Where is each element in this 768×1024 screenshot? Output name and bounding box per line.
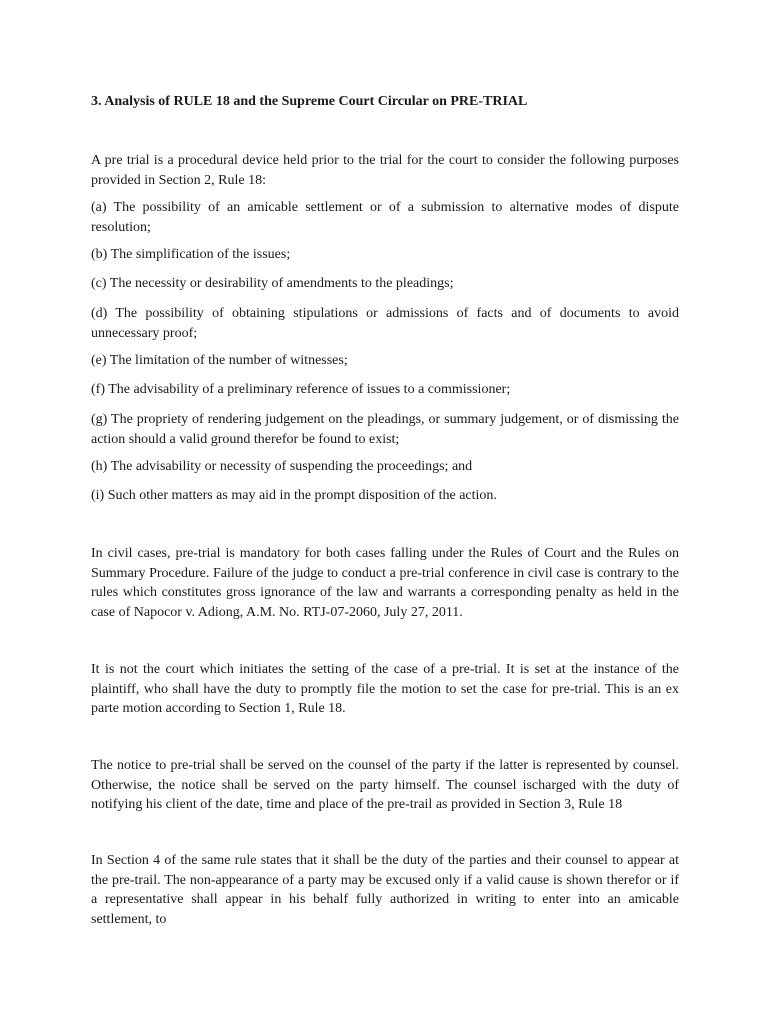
list-item-e: (e) The limitation of the number of witnesses; <box>91 353 348 368</box>
body-paragraph-notice: The notice to pre-trial shall be served on the counsel of the party if the latter is represented by counsel. Otherwise, the notice shall be served on the party himself. The counsel ischarged with the duty of notifying his client of the date, time and place of the pre-trail as provided in Section 3, Rule 18 <box>91 758 679 812</box>
intro-paragraph: A pre trial is a procedural device held prior to the trial for the court to consider the following purposes provided in Section 2, Rule 18: <box>91 153 679 188</box>
list-item-h: (h) The advisability or necessity of suspending the proceedings; and <box>91 459 473 474</box>
list-item-d: (d) The possibility of obtaining stipulations or admissions of facts and of documents to avoid unnecessary proof; <box>91 306 679 341</box>
list-item-a: (a) The possibility of an amicable settlement or of a submission to alternative modes of dispute resolution; <box>91 200 679 235</box>
body-paragraph-civil-cases: In civil cases, pre-trial is mandatory for both cases falling under the Rules of Court and the Rules on Summary Procedure. Failure of the judge to conduct a pre-trial conference in civil case is contrary to the rules which constitutes gross ignorance of the law and warrants a corresponding penalty as held in the case of Napocor v. Adiong, A.M. No. RTJ-07-2060, July 27, 2011. <box>91 546 679 620</box>
list-item-f: (f) The advisability of a preliminary reference of issues to a commissioner; <box>91 382 511 397</box>
body-paragraph-section-4: In Section 4 of the same rule states that it shall be the duty of the parties and their counsel to appear at the pre-trail. The non-appearance of a party may be excused only if a valid cause is shown therefor or if a representative shall appear in his behalf fully authorized in writing to enter into an amicable settlement, to <box>91 853 679 927</box>
list-item-i: (i) Such other matters as may aid in the prompt disposition of the action. <box>91 488 497 503</box>
list-item-b: (b) The simplification of the issues; <box>91 247 291 262</box>
list-item-c: (c) The necessity or desirability of amendments to the pleadings; <box>91 276 454 291</box>
list-item-g: (g) The propriety of rendering judgement on the pleadings, or summary judgement, or of dismissing the action should a valid ground therefor be found to exist; <box>91 412 679 447</box>
body-paragraph-initiation: It is not the court which initiates the setting of the case of a pre-trial. It is set at the instance of the plaintiff, who shall have the duty to promptly file the motion to set the case for pre-trial. This is an ex parte motion according to Section 1, Rule 18. <box>91 662 679 716</box>
section-heading: 3. Analysis of RULE 18 and the Supreme Court Circular on PRE-TRIAL <box>91 94 528 109</box>
